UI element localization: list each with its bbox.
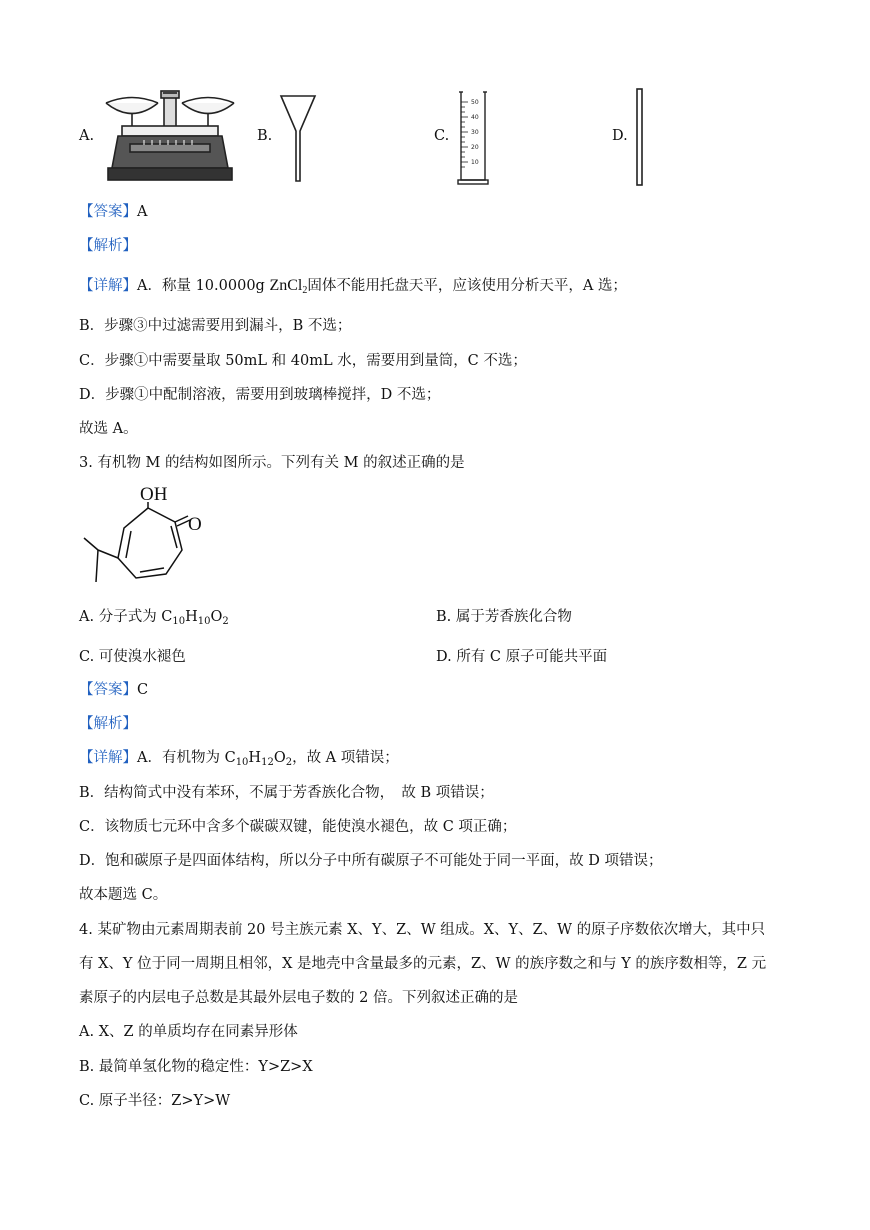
option-c-label: C. <box>434 128 450 144</box>
graduated-cylinder-figure <box>455 88 491 186</box>
q3-option-c: C. 可使溴水褪色 <box>79 649 186 665</box>
q3-option-a: A. 分子式为 $C_{10}H_{10}O_2$ <box>79 609 229 627</box>
q3-answer-line: 【答案】C <box>79 682 149 698</box>
cylinder-tick-10: 10 <box>471 159 479 166</box>
cylinder-tick-40: 40 <box>471 114 479 121</box>
cylinder-tick-30: 30 <box>471 129 479 136</box>
option-d-label: D. <box>612 128 628 144</box>
o-label: O <box>188 514 202 535</box>
q2-analysis-label: 【解析】 <box>79 238 137 254</box>
q2-detail-b: B．步骤③中过滤需要用到漏斗，B 不选； <box>79 318 352 334</box>
option-b-label: B. <box>257 128 273 144</box>
funnel-figure <box>279 93 317 183</box>
answer-label: 【答案】 <box>79 204 137 220</box>
q2-conclusion: 故选 A。 <box>79 421 138 437</box>
q3-detail-b: B．结构简式中没有苯环，不属于芳香族化合物， 故 B 项错误； <box>79 785 494 801</box>
q3-conclusion: 故本题选 C。 <box>79 887 168 903</box>
tropolone-structure-figure <box>80 480 220 590</box>
glass-rod-figure <box>634 87 646 187</box>
q3-stem: 3. 有机物 M 的结构如图所示。下列有关 M 的叙述正确的是 <box>79 455 465 471</box>
q4-option-b: B. 最简单氢化物的稳定性：Y>Z>X <box>79 1059 313 1075</box>
zncl2-formula: ZnCl$_2$ <box>269 277 308 296</box>
q4-option-c: C. 原子半径：Z>Y>W <box>79 1093 231 1109</box>
q2-answer-line <box>79 202 147 222</box>
q3-analysis-label: 【解析】 <box>79 716 137 732</box>
cylinder-tick-20: 20 <box>471 144 479 151</box>
q3-answer-value: C <box>137 682 149 698</box>
q2-answer-value: A <box>137 204 148 220</box>
q3-option-b: B. 属于芳香族化合物 <box>436 609 572 625</box>
q3-detail-d: D．饱和碳原子是四面体结构，所以分子中所有碳原子不可能处于同一平面，故 D 项错误； <box>79 853 663 869</box>
q2-detail-a: 【详解】A．称量 10.0000g ZnCl$_2$固体不能用托盘天平，应该使用分析天平，A 选； <box>79 277 627 296</box>
cylinder-tick-50: 50 <box>471 99 479 106</box>
option-a-label: A. <box>79 128 95 144</box>
q4-stem-line-2: 有 X、Y 位于同一周期且相邻，X 是地壳中含量最多的元素，Z、W 的族序数之和与 Y 的族序数相等，Z 元 <box>79 956 767 972</box>
oh-label: OH <box>140 484 168 505</box>
q4-option-a: A. X、Z 的单质均存在同素异形体 <box>79 1024 298 1040</box>
q4-stem-line-3: 素原子的内层电子总数是其最外层电子数的 2 倍。下列叙述正确的是 <box>79 990 518 1006</box>
q3-detail-c: C．该物质七元环中含多个碳碳双键，能使溴水褪色，故 C 项正确； <box>79 819 517 835</box>
q4-stem-line-1: 4. 某矿物由元素周期表前 20 号主族元素 X、Y、Z、W 组成。X、Y、Z、W 的原子序数依次增大，其中只 <box>79 922 766 938</box>
q3-option-d: D. 所有 C 原子可能共平面 <box>436 649 608 665</box>
balance-figure <box>100 88 240 188</box>
q2-detail-c: C．步骤①中需要量取 50mL 和 40mL 水，需要用到量筒，C 不选； <box>79 353 527 369</box>
q2-detail-d: D．步骤①中配制溶液，需要用到玻璃棒搅拌，D 不选； <box>79 387 441 403</box>
q3-detail-a: 【详解】A．有机物为 $C_{10}H_{12}O_2$，故 A 项错误； <box>79 750 399 768</box>
